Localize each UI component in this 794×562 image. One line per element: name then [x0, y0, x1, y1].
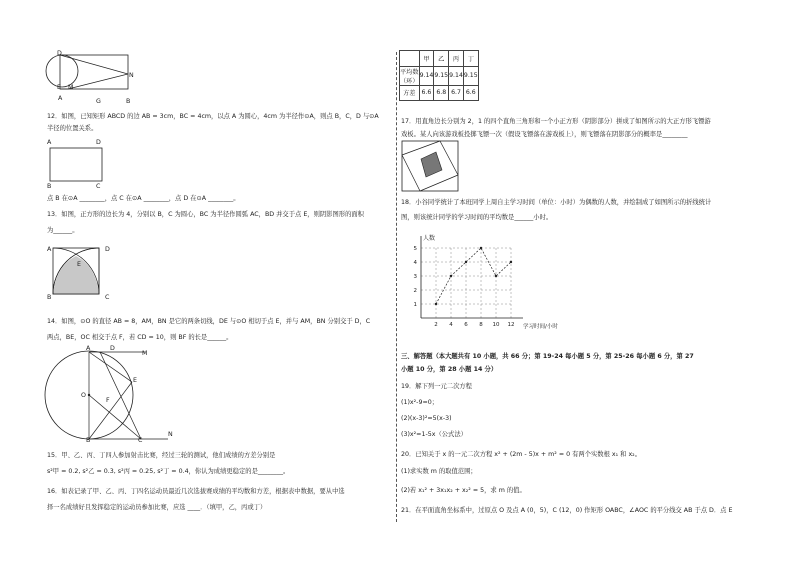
table-header-row	[400, 51, 479, 67]
q14-label-e: E	[133, 377, 137, 384]
table-cell: 6.7	[449, 85, 464, 101]
table-cell: 平均数（环）	[400, 66, 420, 85]
table-row	[400, 85, 479, 101]
q14-text-2: 两点，BE，OC 相交于点 F，若 CD = 10，则 BF 的长是______。	[47, 334, 233, 341]
q12-label-c: C	[96, 183, 101, 190]
table-cell: 9.14	[449, 66, 464, 85]
column-divider	[396, 52, 397, 522]
q12-answer-line: 点 B 在⊙A ________，点 C 在⊙A ________，点 D 在⊙A ________。	[47, 195, 240, 202]
q14-label-d: D	[110, 345, 115, 352]
table-cell: 方差	[400, 85, 420, 101]
q19-title: 19．解下列一元二次方程	[401, 383, 472, 390]
chart-y-tick-label: 4	[413, 260, 417, 266]
chart-x-tick-label: 2	[434, 322, 438, 328]
table-cell: 9.15	[434, 66, 449, 85]
fig11-label-n: N	[129, 72, 134, 79]
q16-text: 16．如表记录了甲、乙、丙、丁四名运动员最近几次选拔赛成绩的平均数和方差，根据表中数据，要从中选	[47, 488, 345, 495]
table-cell: 甲	[419, 51, 434, 67]
chart-y-tick-label: 2	[413, 288, 417, 294]
q12-text: 12．如图，已知矩形 ABCD 的边 AB = 3cm，BC = 4cm，以点 A 为圆心，4cm 为半径作⊙A，则点 B，C，D 与⊙A	[47, 113, 379, 120]
q14-label-c: C	[138, 437, 143, 444]
table-cell: 6.6	[463, 85, 478, 101]
q13-text: 13．如图，正方形的边长为 4，分别以 B，C 为圆心，BC 为半径作圆弧 AC，BD 并交于点 E，则阴影图形的面积	[47, 211, 364, 218]
chart-y-tick-label: 1	[413, 302, 417, 308]
section-3-heading: 三、解答题（本大题共有 10 小题，共 66 分；第 19-24 每小题 5 分，第 25-26 每小题 6 分，第 27	[401, 353, 694, 360]
chart-data-point	[480, 247, 482, 249]
chart-x-axis-label: 学习时间/小时	[523, 324, 558, 330]
chart-x-tick-label: 4	[449, 322, 453, 328]
q12-label-d: D	[96, 139, 101, 146]
q12-label-b: B	[47, 183, 52, 190]
q19-part-1: (1)x²-9=0；	[401, 399, 439, 406]
q14-label-o: O	[81, 392, 86, 399]
fig11-label-g: G	[96, 98, 101, 105]
q16-text-2: 择一名成绩好且发挥稳定的运动员参加比赛，应选 ____．（填甲，乙，丙或丁）	[47, 504, 267, 511]
section-3-heading-2: 小题 10 分，第 28 小题 14 分）	[401, 366, 498, 373]
q20-text: 20．已知关于 x 的一元二次方程 x² + (2m - 5)x + m² = 0 有两个实数根 x₁ 和 x₂。	[401, 451, 642, 458]
chart-data-point	[510, 261, 512, 263]
q21-text: 21．在平面直角坐标系中，过原点 O 及点 A (0，5)，C (12，0) 作矩形 OABC，∠AOC 的平分线交 AB 于点 D．点 E	[401, 507, 733, 514]
chart-x-tick-label: 6	[464, 322, 468, 328]
table-cell: 丁	[463, 51, 478, 67]
q18-line-chart	[405, 232, 558, 342]
q17-text: 17．用直角边长分别为 2，1 的四个直角三角形和一个小正方形（阴影部分）拼成了如图所示的大正方形飞镖游	[401, 118, 711, 125]
fig11-label-m: M	[68, 84, 74, 91]
chart-y-axis-label: 人数	[423, 235, 436, 242]
q14-label-f: F	[106, 397, 110, 404]
chart-data-point	[450, 275, 452, 277]
q18-text-2: 图，则该统计同学的学习时间的平均数是______小时。	[401, 214, 553, 221]
q12-rectangle-figure	[50, 148, 110, 188]
table-cell: 乙	[434, 51, 449, 67]
chart-x-tick-label: 12	[507, 322, 515, 328]
q20-part-1: (1)求实数 m 的取值范围；	[401, 468, 477, 475]
q14-circle-tangent-figure	[40, 350, 180, 445]
q20-part-2: (2)若 x₁² + 3x₁x₂ + x₂² = 5，求 m 的值。	[401, 487, 526, 494]
q13-text-2: 为______。	[47, 227, 79, 234]
fig11-label-b: B	[126, 98, 131, 105]
fig11-label-a: A	[58, 95, 63, 102]
chart-data-point	[465, 261, 467, 263]
q14-text: 14．如图，⊙O 的直径 AB = 8，AM，BN 是它的两条切线，DE 与⊙O 相切于点 E，并与 AM，BN 分别交于 D，C	[47, 318, 371, 325]
chart-data-point	[495, 275, 497, 277]
fig11-label-e: E	[57, 84, 61, 91]
q13-square-figure	[53, 248, 113, 298]
q15-text-2: s²甲 = 0.2, s²乙 = 0.3, s²丙 = 0.25, s²丁 = 0.4，你认为成绩更稳定的是________。	[47, 468, 290, 475]
table-cell: 丙	[449, 51, 464, 67]
q13-label-c: C	[105, 294, 110, 301]
q17-text-2: 戏板。某人向该游戏板投掷飞镖一次（假设飞镖落在游戏板上），则飞镖落在阴影部分的概率是________	[401, 131, 688, 138]
q15-text: 15．甲、乙、丙、丁四人参加射击比赛，经过三轮的测试，他们成绩的方差分别是	[47, 452, 276, 459]
table-cell: 6.8	[434, 85, 449, 101]
q13-label-b: B	[47, 294, 52, 301]
chart-x-tick-label: 10	[492, 322, 500, 328]
table-cell: 9.14	[419, 66, 434, 85]
table-row	[400, 66, 479, 85]
q13-label-d: D	[105, 246, 110, 253]
q19-part-3: (3)x²=1-5x（公式法）	[401, 431, 467, 438]
q14-label-n: N	[168, 431, 173, 438]
fig11-label-d: D	[57, 50, 62, 57]
q19-part-2: (2)(x-3)²=5(x-3)	[401, 415, 452, 422]
chart-y-tick-label: 5	[413, 246, 417, 252]
q14-label-m: M	[142, 350, 148, 357]
chart-y-tick-label: 3	[413, 274, 417, 280]
q12-text-2: 半径的位置关系。	[47, 125, 98, 132]
q18-text: 18．小谷同学统计了本班同学上周自主学习时间（单位：小时）为偶数的人数，并绘制成了如图所示的折线统计	[401, 199, 712, 206]
q14-label-a: A	[86, 345, 91, 352]
q13-label-a: A	[47, 246, 52, 253]
q17-dartboard-figure	[402, 141, 462, 193]
table-cell: 9.15	[463, 66, 478, 85]
q13-label-e: E	[77, 261, 81, 268]
q11-figure	[40, 46, 140, 101]
table-cell	[400, 51, 420, 67]
q14-label-b: B	[86, 437, 91, 444]
chart-data-point	[435, 303, 437, 305]
chart-x-tick-label: 8	[479, 322, 483, 328]
q12-label-a: A	[47, 139, 52, 146]
table-cell: 6.6	[419, 85, 434, 101]
q16-score-table	[399, 50, 479, 101]
